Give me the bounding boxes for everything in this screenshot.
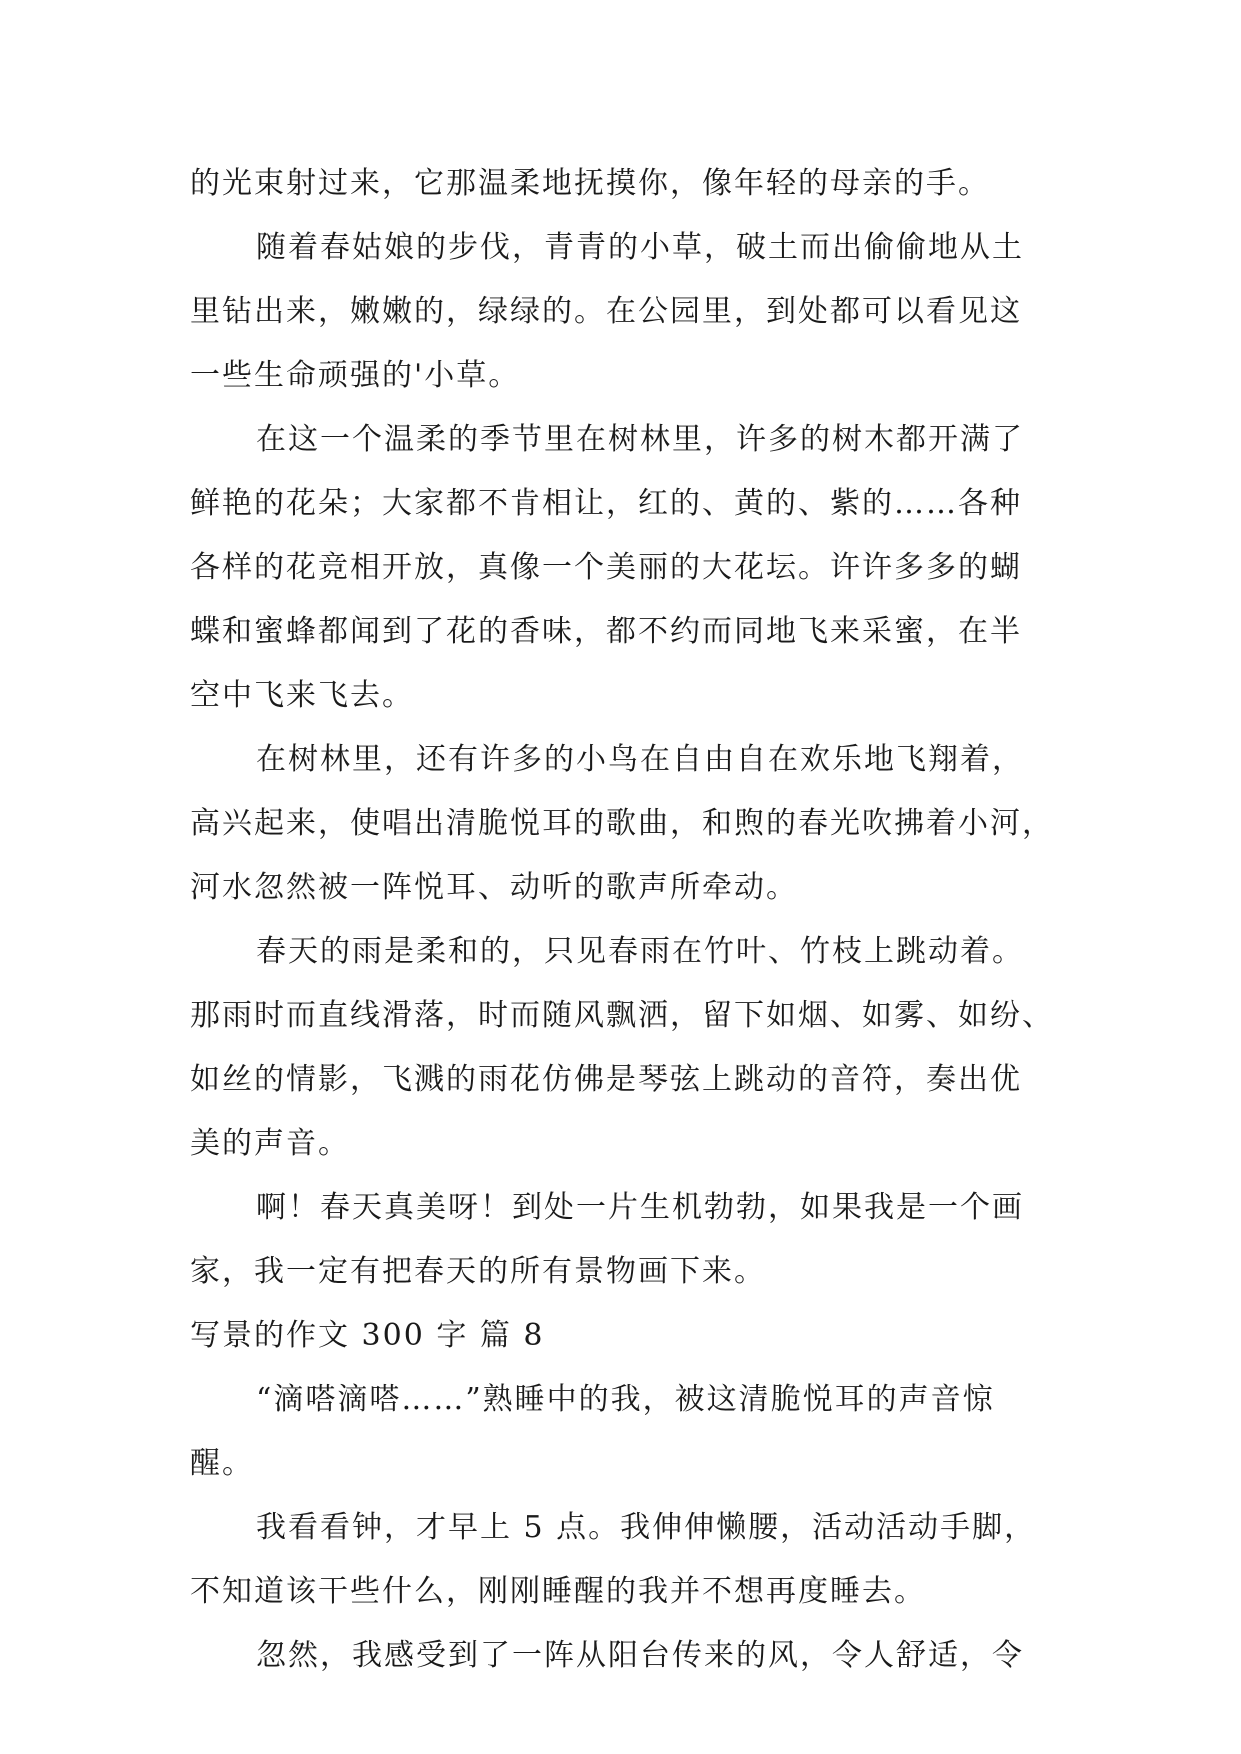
paragraph-start-line: 我看看钟，才早上 5 点。我伸伸懒腰，活动活动手脚， bbox=[256, 1510, 1037, 1545]
text-line: 不知道该干些什么，刚刚睡醒的我并不想再度睡去。 bbox=[190, 1574, 926, 1609]
paragraph-start-line: 随着春姑娘的步伐，青青的小草，破土而出偷偷地从土 bbox=[256, 230, 1024, 265]
text-line: 空中飞来飞去。 bbox=[190, 678, 414, 713]
text-line: 河水忽然被一阵悦耳、动听的歌声所牵动。 bbox=[190, 870, 798, 905]
text-line: 那雨时而直线滑落，时而随风飘洒，留下如烟、如雾、如纷、 bbox=[190, 998, 1054, 1033]
text-line: 醒。 bbox=[190, 1446, 254, 1481]
text-line: 鲜艳的花朵；大家都不肯相让，红的、黄的、紫的……各种 bbox=[190, 486, 1022, 521]
text-line: 高兴起来，使唱出清脆悦耳的歌曲，和煦的春光吹拂着小河， bbox=[190, 806, 1054, 841]
text-line: 如丝的情影，飞溅的雨花仿佛是琴弦上跳动的音符，奏出优 bbox=[190, 1062, 1022, 1097]
document-body bbox=[190, 152, 1054, 1688]
paragraph-start-line: 啊！春天真美呀！到处一片生机勃勃，如果我是一个画 bbox=[256, 1190, 1024, 1225]
paragraph-start-line: 春天的雨是柔和的，只见春雨在竹叶、竹枝上跳动着。 bbox=[256, 934, 1024, 969]
paragraph-start-line: 在树林里，还有许多的小鸟在自由自在欢乐地飞翔着， bbox=[256, 742, 1024, 777]
text-line: 里钻出来，嫩嫩的，绿绿的。在公园里，到处都可以看见这 bbox=[190, 294, 1022, 329]
text-line: 各样的花竞相开放，真像一个美丽的大花坛。许许多多的蝴 bbox=[190, 550, 1022, 585]
paragraph-start-line: “滴嗒滴嗒……”熟睡中的我，被这清脆悦耳的声音惊 bbox=[256, 1382, 995, 1417]
text-line: 的光束射过来，它那温柔地抚摸你，像年轻的母亲的手。 bbox=[190, 166, 990, 201]
paragraph-start-line: 忽然，我感受到了一阵从阳台传来的风，令人舒适，令 bbox=[256, 1638, 1024, 1673]
text-line: 美的声音。 bbox=[190, 1126, 350, 1161]
text-line: 家，我一定有把春天的所有景物画下来。 bbox=[190, 1254, 766, 1289]
paragraph-start-line: 在这一个温柔的季节里在树林里，许多的树木都开满了 bbox=[256, 422, 1024, 457]
text-line: 蝶和蜜蜂都闻到了花的香味，都不约而同地飞来采蜜，在半 bbox=[190, 614, 1022, 649]
section-heading: 写景的作文 300 字 篇 8 bbox=[190, 1318, 545, 1353]
text-line: 一些生命顽强的'小草。 bbox=[190, 358, 521, 393]
